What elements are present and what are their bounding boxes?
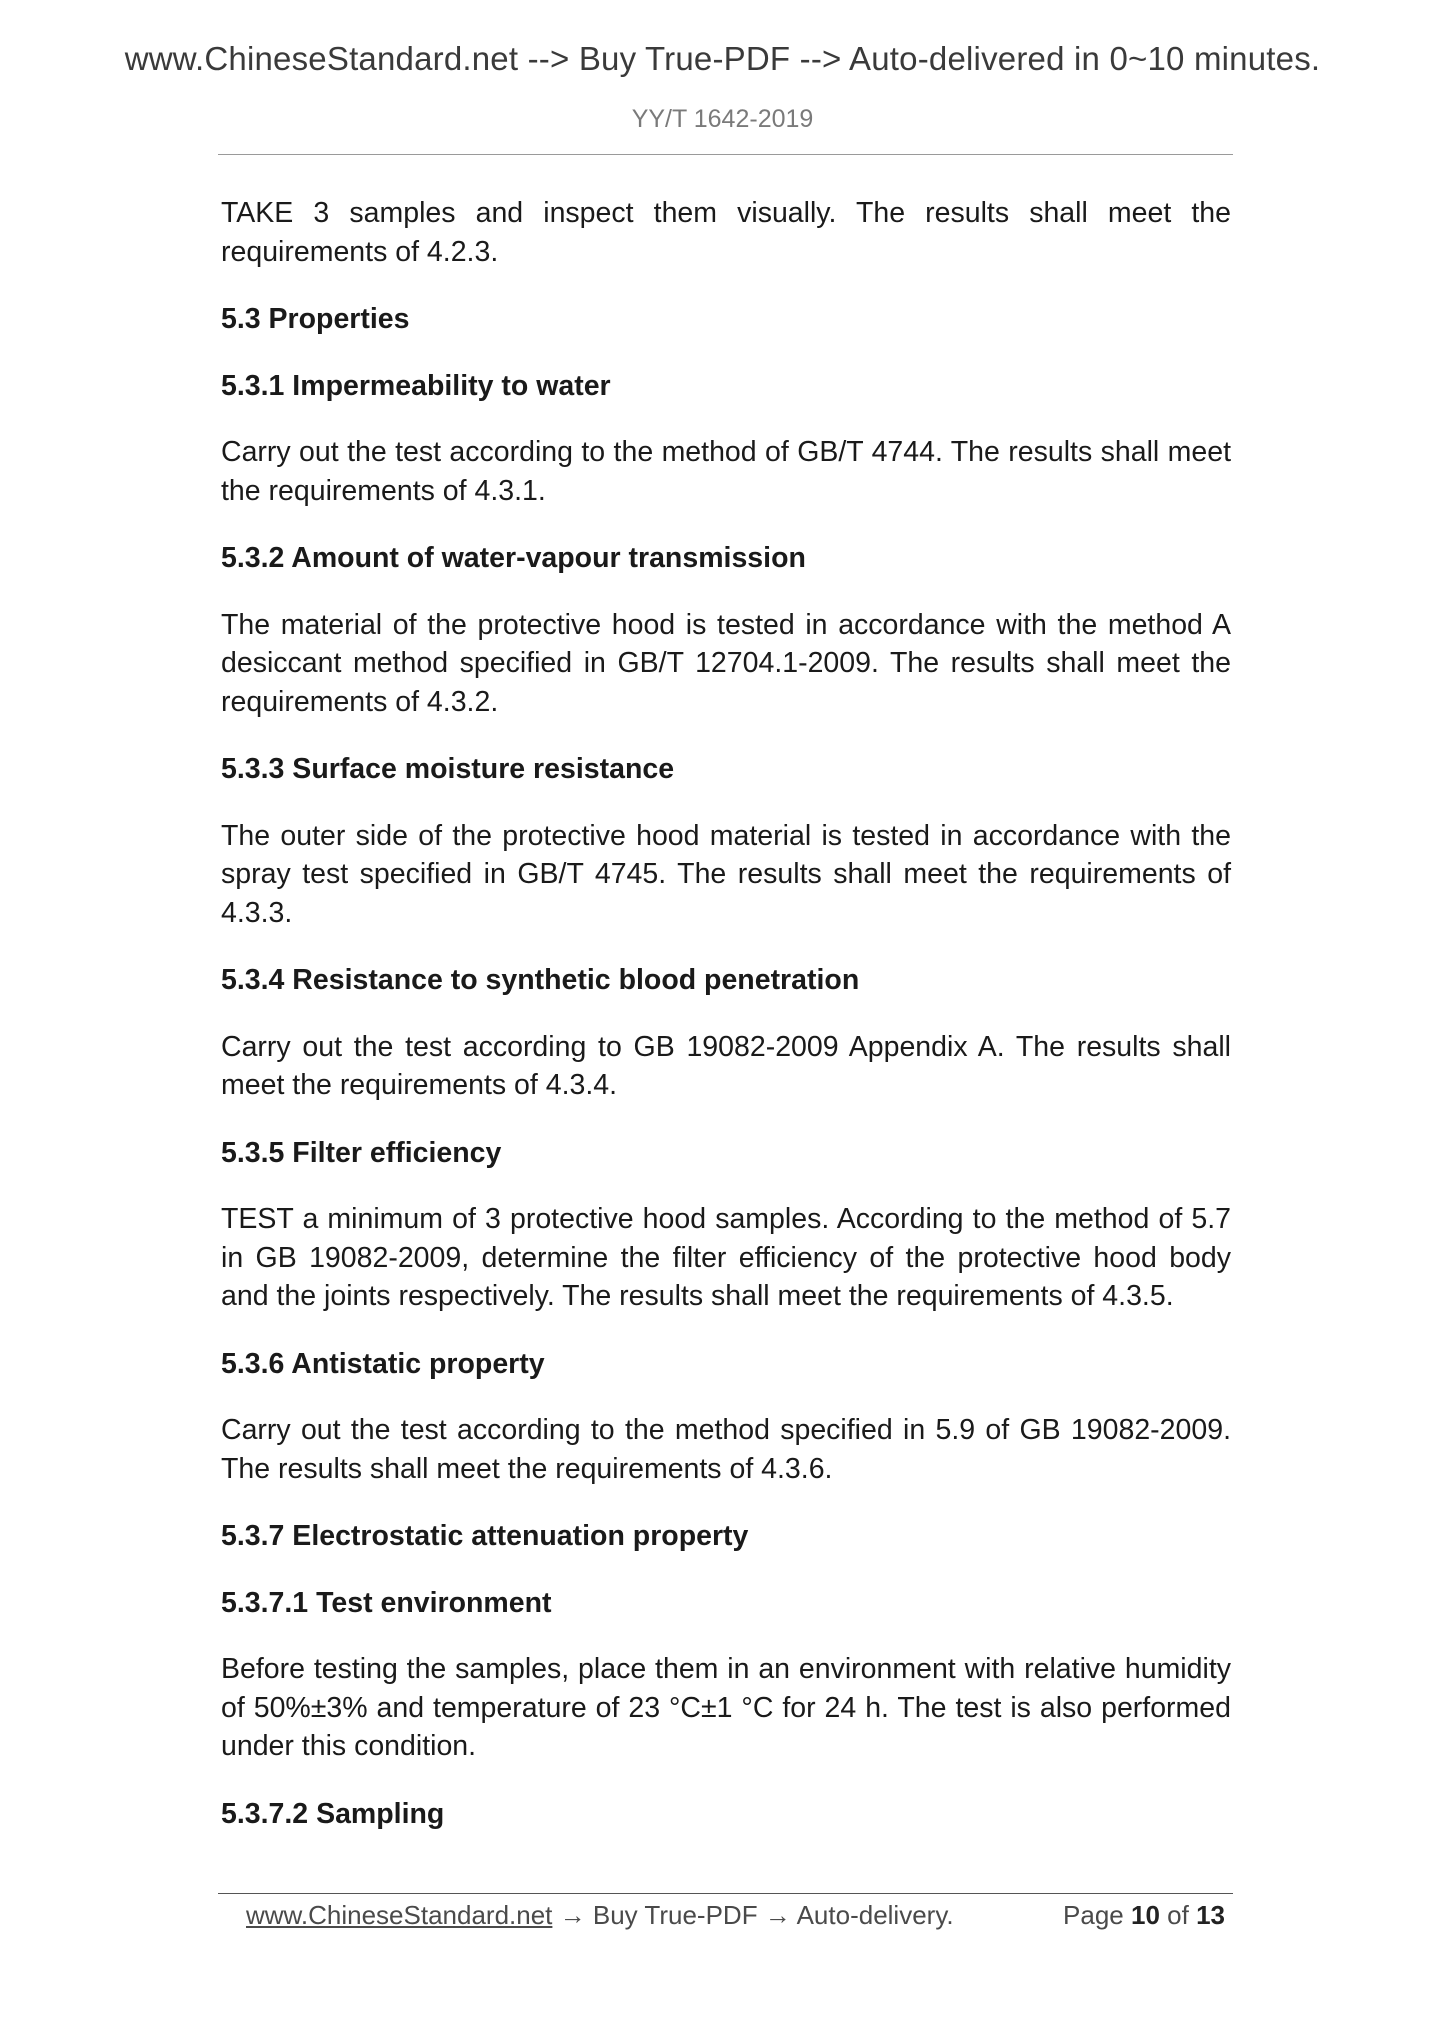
- total-pages: 13: [1196, 1900, 1225, 1930]
- paragraph-5-3-4: Carry out the test according to GB 19082-2009 Appendix A. The results shall meet the requirements of 4.3.4.: [221, 1030, 1231, 1101]
- arrow-right-icon: →: [559, 1900, 586, 1930]
- arrow-right-icon: →: [764, 1900, 791, 1930]
- header-divider: [218, 154, 1233, 155]
- current-page: 10: [1131, 1900, 1160, 1930]
- of-label: of: [1167, 1900, 1189, 1930]
- paragraph-intro: TAKE 3 samples and inspect them visually. The results shall meet the requirements of 4.2.3.: [221, 197, 1231, 268]
- page-footer: [246, 1900, 1233, 1940]
- section-heading-5-3-7-2: 5.3.7.2 Sampling: [221, 1797, 445, 1830]
- site-banner: www.ChineseStandard.net --> Buy True-PDF --> Auto-delivered in 0~10 minutes.: [124, 40, 1321, 77]
- footer-site-link[interactable]: www.ChineseStandard.net: [246, 1900, 553, 1930]
- paragraph-5-3-5: TEST a minimum of 3 protective hood samples. According to the method of 5.7 in GB 19082-2009, determine the filter efficiency of the protective hood body and the joints respectively. The results shall meet the requirements of 4.3.5.: [221, 1203, 1231, 1312]
- paragraph-5-3-7-1: Before testing the samples, place them in an environment with relative humidity of 50%±3% and temperature of 23 °C±1 °C for 24 h. The test is also performed under this condition.: [221, 1653, 1231, 1762]
- page-content: [221, 194, 1231, 1861]
- section-heading-5-3-6: 5.3.6 Antistatic property: [221, 1347, 545, 1380]
- page-label: Page: [1063, 1900, 1124, 1930]
- section-heading-5-3-2: 5.3.2 Amount of water-vapour transmission: [221, 542, 806, 574]
- document-id: YY/T 1642-2019: [631, 105, 814, 133]
- paragraph-5-3-1: Carry out the test according to the method of GB/T 4744. The results shall meet the requirements of 4.3.1.: [221, 436, 1231, 507]
- footer-promo: [246, 1900, 954, 1931]
- footer-delivery-text: Auto-delivery.: [790, 1900, 954, 1930]
- section-heading-5-3-4: 5.3.4 Resistance to synthetic blood penetration: [221, 964, 860, 996]
- page-number: [1063, 1900, 1225, 1931]
- footer-buy-text: Buy True-PDF: [585, 1900, 765, 1930]
- section-heading-5-3-7: 5.3.7 Electrostatic attenuation property: [221, 1520, 749, 1552]
- section-heading-5-3-7-1: 5.3.7.1 Test environment: [221, 1586, 552, 1619]
- section-heading-5-3-1: 5.3.1 Impermeability to water: [221, 369, 611, 402]
- section-heading-5-3-3: 5.3.3 Surface moisture resistance: [221, 753, 675, 785]
- section-heading-5-3-5: 5.3.5 Filter efficiency: [221, 1136, 502, 1169]
- paragraph-5-3-2: The material of the protective hood is tested in accordance with the method A desiccant method specified in GB/T 12704.1-2009. The results shall meet the requirements of 4.3.2.: [221, 608, 1231, 718]
- footer-divider: [218, 1893, 1233, 1894]
- section-heading-5-3: 5.3 Properties: [221, 303, 410, 335]
- paragraph-5-3-3: The outer side of the protective hood material is tested in accordance with the spray test specified in GB/T 4745. The results shall meet the requirements of 4.3.3.: [221, 819, 1231, 929]
- paragraph-5-3-6: Carry out the test according to the method specified in 5.9 of GB 19082-2009. The results shall meet the requirements of 4.3.6.: [221, 1414, 1231, 1485]
